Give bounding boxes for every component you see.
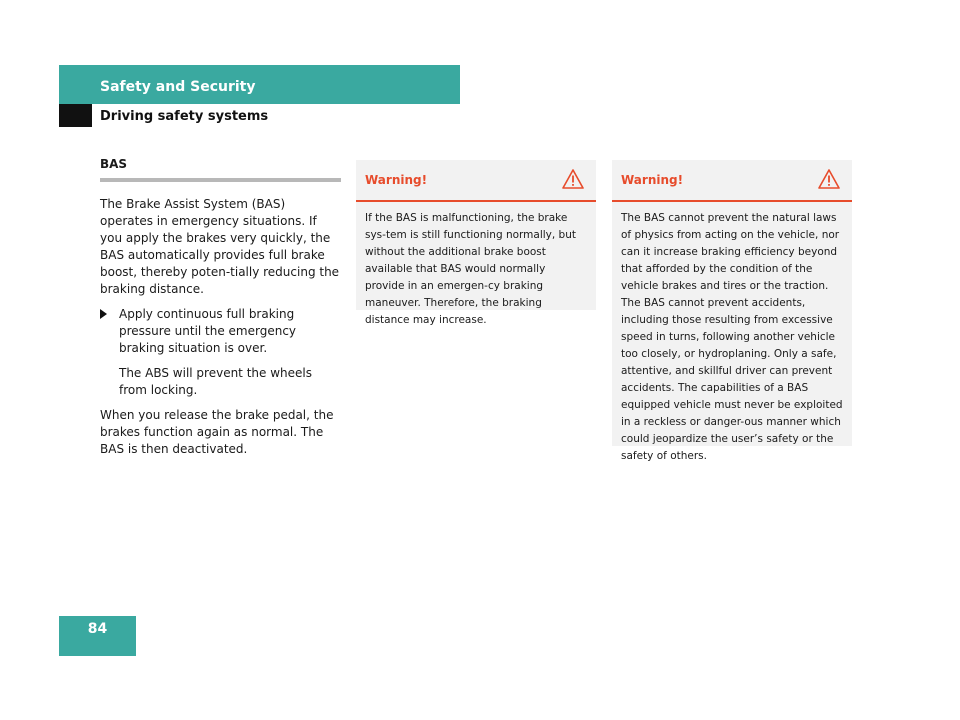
bullet-arrow-icon [100,309,107,319]
intro-paragraph: The Brake Assist System (BAS) operates in emergency situations. If you apply the brakes very quickly, the BAS automatically provides full brake boost, thereby poten-tially reducing the braking distance. [100,197,340,296]
corner-marker [59,104,92,127]
warning-triangle-icon [818,169,840,189]
section-title: Safety and Security [100,79,256,95]
page-number-tab [59,616,136,656]
section-header-bar [59,65,460,104]
warning-triangle-icon [562,169,584,189]
warning-header [356,160,596,202]
step-text: Apply continuous full braking pressure until the emergency braking situation is over. [119,307,297,355]
subsection-title: Driving safety systems [100,109,269,124]
warning-text: If the BAS is malfunctioning, the brake sys-tem is still functioning normally, but without the additional brake boost available that BAS would normally provide in an emergen-cy braking maneuver. Therefore, the braking distance may increase. [365,212,576,326]
closing-paragraph: When you release the brake pedal, the brakes function again as normal. The BAS is then deactivated. [100,408,334,456]
warning-title: Warning! [621,173,684,187]
warning-title: Warning! [365,173,428,187]
main-column [100,156,341,466]
page-number: 84 [87,621,108,637]
heading-rule [100,178,341,182]
warning-text: The BAS cannot prevent the natural laws of physics from acting on the vehicle, nor can it increase braking efficiency beyond that afforded by the condition of the vehicle brakes and tires or the traction. The BAS cannot prevent accidents, including those resulting from excessive speed in turns, following another vehicle too closely, or hydroplaning. Only a safe, attentive, and skillful driver can prevent accidents. The capabilities of a BAS equipped vehicle must never be exploited in a reckless or danger-ous manner which could jeopardize the user’s safety or the safety of others. [621,212,843,462]
warning-header [612,160,852,202]
instruction-step [100,306,341,357]
warning-box-2 [612,160,852,462]
warning-box-1 [356,160,596,326]
step-note: The ABS will prevent the wheels from locking. [119,366,312,397]
section-heading: BAS [100,157,128,171]
